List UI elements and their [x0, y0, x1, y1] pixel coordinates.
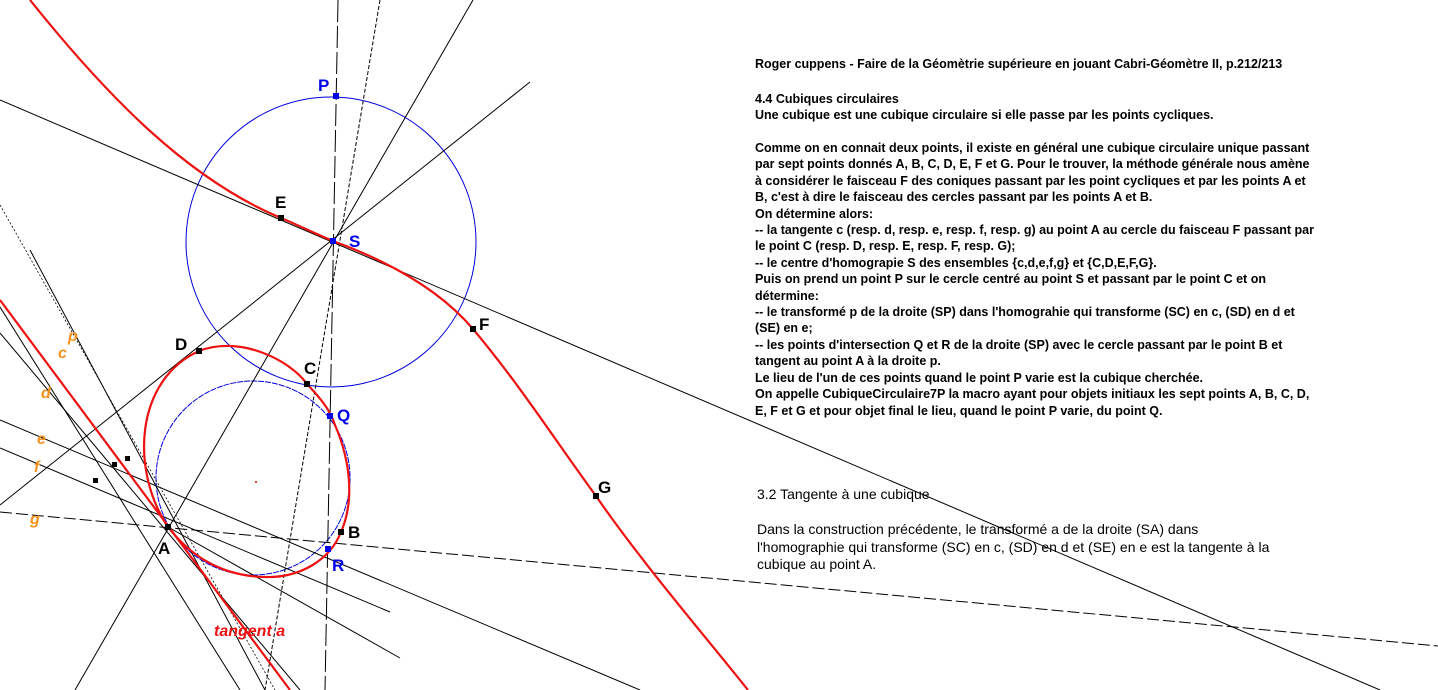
- cubic-curve-oval[interactable]: [144, 346, 349, 577]
- line-f[interactable]: [0, 448, 390, 612]
- paragraph-line: On détermine alors:: [755, 206, 874, 221]
- point-label-B: B: [348, 523, 361, 542]
- marker-point: [125, 456, 130, 461]
- marker-point: [112, 462, 117, 467]
- paragraph-line: B, c'est à dire le faisceau des cercles passant par les points A et B.: [755, 190, 1153, 205]
- paragraph-line: -- les points d'intersection Q et R de la droite (SP) avec le cercle passant par le point B et: [755, 337, 1283, 352]
- cubic-curve-branch-upper[interactable]: [30, 0, 748, 690]
- explanation-paragraph: [755, 140, 1314, 419]
- line-label-p: p: [68, 328, 78, 345]
- paragraph-line: le point C (resp. D, resp. E, resp. F, resp. G);: [755, 239, 1016, 254]
- point-D[interactable]: [175, 335, 202, 354]
- point-G[interactable]: [593, 478, 611, 499]
- point-label-R: R: [332, 556, 345, 575]
- point-label-A: A: [158, 539, 171, 558]
- point-C[interactable]: [304, 359, 316, 387]
- paragraph-line: (SE) en e;: [755, 321, 813, 336]
- line-label-d: d: [41, 385, 51, 402]
- paragraph-line: par sept points donnés A, B, C, D, E, F et G. Pour le trouver, la méthode générale nous amène: [755, 157, 1310, 172]
- point-label-P: P: [318, 76, 330, 95]
- line-through-A-steep[interactable]: [0, 307, 240, 690]
- point-F[interactable]: [470, 315, 489, 334]
- section2-title: 3.2 Tangente à une cubique: [757, 486, 930, 502]
- tangent-a-label: tangent a: [214, 623, 286, 640]
- line-SC[interactable]: [265, 0, 380, 690]
- paragraph-line: Comme on en connait deux points, il existe en général une cubique circulaire unique passant: [755, 141, 1310, 155]
- point-B[interactable]: [338, 523, 360, 542]
- marker-point: [93, 478, 98, 483]
- reference-title: Roger cuppens - Faire de la Géomètrie supérieure en jouant Cabri-Géomètre II, p.212/213: [755, 57, 1283, 71]
- point-P[interactable]: [318, 76, 339, 99]
- section2-line: l'homographie qui transforme (SC) en c, (SD) en d et (SE) en e est la tangente à la: [757, 538, 1270, 555]
- paragraph-line: -- le centre d'homograpie S des ensembles {c,d,e,f,g} et {C,D,E,F,G}.: [755, 255, 1157, 270]
- point-label-D: D: [175, 335, 188, 354]
- line-label-g: g: [30, 511, 40, 528]
- line-label-e: e: [37, 431, 46, 448]
- line-label-c: c: [58, 345, 67, 362]
- point-label-F: F: [479, 315, 490, 334]
- point-label-E: E: [275, 193, 287, 212]
- paragraph-line: On appelle CubiqueCirculaire7P la macro ayant pour objets initiaux les sept points A, B, C, D,: [755, 387, 1310, 402]
- line-SP[interactable]: [325, 0, 338, 690]
- section2-body: [757, 521, 1269, 574]
- section2-line: cubique au point A.: [757, 556, 877, 572]
- point-label-Q: Q: [337, 406, 351, 425]
- paragraph-line: à considérer le faisceau F des coniques passant par les point cycliques et par les points A et: [755, 173, 1306, 188]
- circle-center-dot: [255, 481, 257, 483]
- paragraph-line: détermine:: [755, 288, 819, 303]
- paragraph-line: -- le transformé p de la droite (SP) dans l'homograhie qui transforme (SC) en c, (SD) en d et: [755, 305, 1295, 320]
- paragraph-line: -- la tangente c (resp. d, resp. e, resp. f, resp. g) au point A au cercle du faisceau F passant par: [755, 223, 1314, 238]
- paragraph-line: tangent au point A à la droite p.: [755, 354, 941, 369]
- definition-text: Une cubique est une cubique circulaire si elle passe par les points cycliques.: [755, 108, 1214, 122]
- point-label-S: S: [349, 232, 361, 251]
- point-label-C: C: [304, 359, 317, 378]
- point-label-G: G: [598, 478, 612, 497]
- section-title: 4.4 Cubiques circulaires: [755, 92, 899, 106]
- section2-line: Dans la construction précédente, le transformé a de la droite (SA) dans: [757, 521, 1199, 537]
- paragraph-line: E, F et G et pour objet final le lieu, quand le point P varie, du point Q.: [755, 403, 1163, 418]
- point-S[interactable]: [330, 232, 360, 251]
- line-label-f: f: [34, 459, 40, 476]
- line-SA[interactable]: [0, 82, 530, 505]
- paragraph-line: Puis on prend un point P sur le cercle centré au point S et passant par le point C et on: [755, 272, 1266, 287]
- paragraph-line: Le lieu de l'un de ces points quand le point P varie est la cubique cherchée.: [755, 370, 1203, 385]
